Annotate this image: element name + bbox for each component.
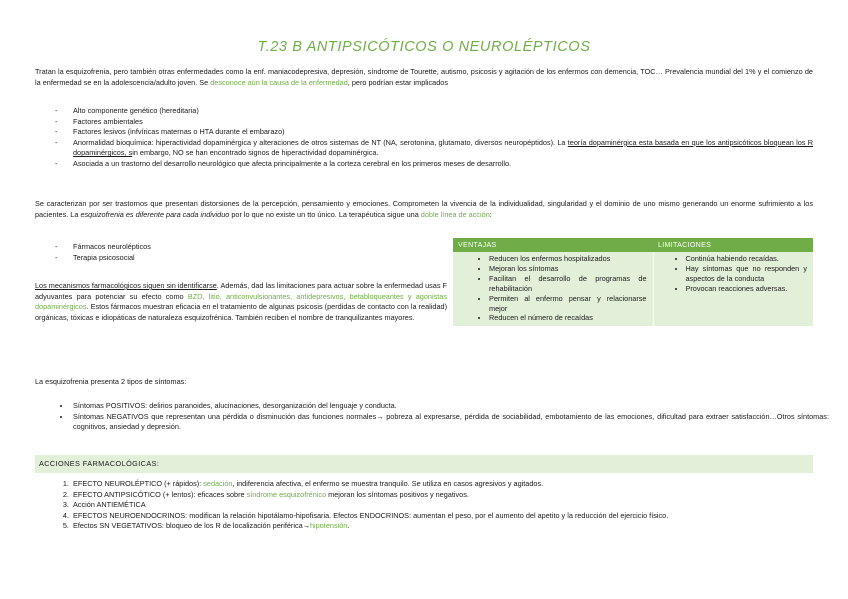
list-item: • Permiten al enfermo pensar y relacionarse mejor — [489, 294, 647, 314]
therapy-list — [55, 242, 435, 263]
list-item: 3. Acción ANTIEMÉTICA — [71, 500, 829, 511]
list-item: • Hay síntomas que no responden y aspectos de la conducta — [686, 264, 808, 284]
list-item: • Continúa habiendo recaídas. — [686, 254, 808, 264]
intro-paragraph — [35, 67, 813, 88]
symptoms-list — [55, 401, 829, 433]
list-item: - Factores ambientales — [55, 117, 813, 128]
intro-tail: , pero podrían estar implicados — [347, 77, 448, 87]
limitations-cell — [653, 252, 813, 326]
page-title: T.23 B ANTIPSICÓTICOS O NEUROLÉPTICOS — [257, 39, 591, 55]
advantages-header: VENTAJAS — [453, 238, 653, 252]
list-item: - Terapia psicosocial — [55, 253, 435, 264]
list-item: 4. EFECTOS NEUROENDOCRINOS: modifican la relación hipotálamo-hipofisaria. Efectos ENDOCRINOS: aumentan el peso, por el aumento del apetito y la reducción del ejercicio físico. — [71, 511, 829, 522]
list-item: 2. EFECTO ANTIPSICÓTICO (+ lentos): eficaces sobre síndrome esquizofrénico mejoran los síntomas positivos y negativos. — [71, 490, 829, 501]
list-item: - Alto componente genético (hereditaria) — [55, 106, 813, 117]
list-item: • Síntomas POSITIVOS: delirios paranoides, alucinaciones, desorganización del lenguaje y conducta. — [71, 401, 829, 412]
list-item: 5. Efectos SN VEGETATIVOS: bloqueo de los R de localización periférica→hipotensión. — [71, 521, 829, 532]
dopamine-theory-underline: teoría dopaminérgica esta basada en que los antipsicóticos bloquean los R dopaminérgicos, s — [73, 137, 814, 158]
list-item: - Anormalidad bioquímica: hiperactividad dopaminérgica y alteraciones de otros sistemas de NT (NA, serotonina, glutamato, diversos neuropéptidos). La teoría dopaminérgica esta basada en que los antipsicóticos bloquean los R dopaminérgicos, sin embargo, NO se han encontrado signos de hiperactividad dopaminérgica. — [55, 138, 813, 159]
list-item: • Provocan reacciones adversas. — [686, 284, 808, 294]
symptoms-intro: La esquizofrenia presenta 2 tipos de síntomas: — [35, 377, 187, 386]
intro-text: Tratan la esquizofrenia, pero también otras enfermedades como la enf. maniacodepresiva, depresión, síndrome de Tourette, autismo, psicosis y agitación de los enfermos con demencia, TOC… Prevalencia mundial del 1% y el comienzo de la enfermedad se en la adolescencia/adulto joven. Se — [35, 67, 813, 87]
advantages-cell — [453, 252, 653, 326]
list-item: 1. EFECTO NEUROLÉPTICO (+ rápidos): sedación, indiferencia afectiva, el enfermo se muestra tranquilo. Se utiliza en casos agresivos y agitados. — [71, 479, 829, 490]
list-item: • Facilitan el desarrollo de programas de rehabilitación — [489, 274, 647, 294]
advantages-limitations-table — [453, 238, 813, 326]
intro-highlight: desconoce aún la causa de la enfermedad — [210, 77, 348, 87]
list-item: - Fármacos neurolépticos — [55, 242, 435, 253]
list-item: • Síntomas NEGATIVOS que representan una pérdida o disminución das funciones normales→ pobreza al expresarse, pérdida de sociabilidad, embotamiento de las emociones, dificultad para extraer satisfacción…Otros síntomas: cognitivos, ansiedad y depresión. — [71, 412, 829, 433]
list-item: - Asociada a un trastorno del desarrollo neurológico que afecta principalmente a la corteza cerebral en los primeros meses de desarrollo. — [55, 159, 813, 170]
actions-section-header: ACCIONES FARMACOLÓGICAS: — [35, 455, 813, 473]
list-item: • Reducen los enfermos hospitalizados — [489, 254, 647, 264]
limitations-header: LIMITACIONES — [653, 238, 813, 252]
mechanisms-paragraph: Los mecanismos farmacológicos siguen sin identificarse. Además, dad las limitaciones para actuar sobre la enfermedad usas F adyuvantes para potenciar su efecto como BZD, litio, anticonvulsionantes, antidepresivos, betabloqueantes y agonistas dopaminérgicos. Estos fármacos muestran eficacia en el tratamiento de algunas psicosis (perdidas de contacto con la realidad) orgánicas, tóxicas e idiopáticas de naturaleza esquizofrénica. También reciben el nombre de tranquilizantes mayores. — [35, 281, 447, 322]
characteristics-paragraph: Se caracterizan por ser trastornos que presentan distorsiones de la percepción, pensamiento y emociones. Comprometen la vivencia de la individualidad, singularidad y el dominio de uno mismo generando un enorme sufrimiento a los pacientes. La esquizofrenia es diferente para cada individuo por lo que no existe un tto único. La terapéutica sigue una doble línea de acción: — [35, 199, 813, 219]
causes-list — [55, 106, 813, 169]
list-item: • Reducen el número de recaídas — [489, 313, 647, 323]
list-item: - Factores lesivos (infvíricas maternas o HTA durante el embarazo) — [55, 127, 813, 138]
actions-list — [55, 479, 829, 532]
list-item: • Mejoran los síntomas — [489, 264, 647, 274]
